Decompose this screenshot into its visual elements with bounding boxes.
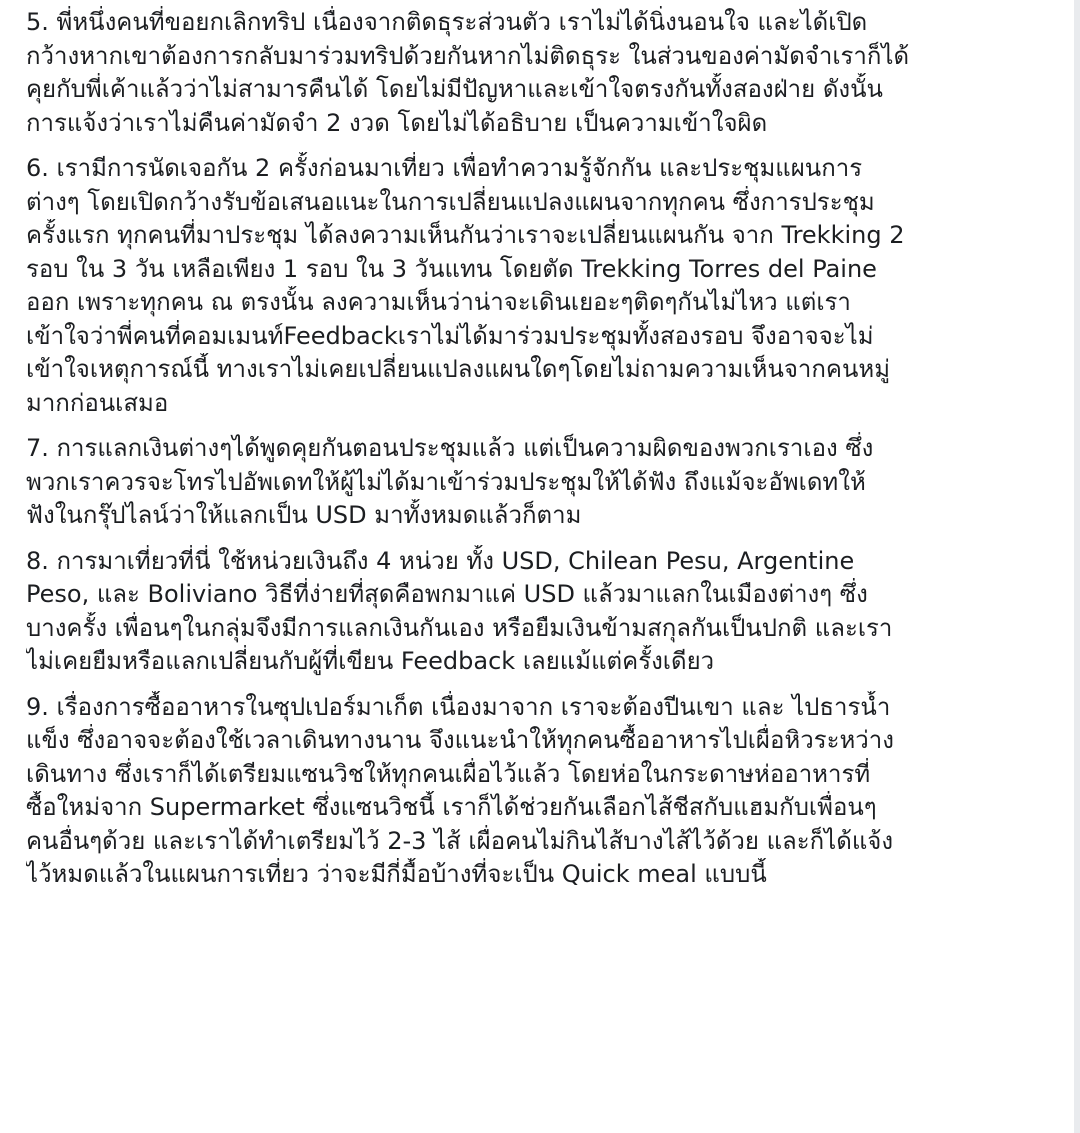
text-line: การแจ้งว่าเราไม่คืนค่ามัดจำ 2 งวด โดยไม่ได้อธิบาย เป็นความเข้าใจผิด — [26, 108, 768, 137]
text-line: พวกเราควรจะโทรไปอัพเดทให้ผู้ไม่ได้มาเข้าร่วมประชุมให้ได้ฟัง ถึงแม้จะอัพเดทให้ — [26, 467, 866, 496]
right-edge-divider — [1074, 0, 1080, 1133]
text-line: 6. เรามีการนัดเจอกัน 2 ครั้งก่อนมาเที่ยว เพื่อทำความรู้จักกัน และประชุมแผนการ — [26, 154, 863, 182]
text-line: บางครั้ง เพื่อนๆในกลุ่มจึงมีการแลกเงินกันเอง หรือยืมเงินข้ามสกุลกันเป็นปกติ และเรา — [26, 613, 893, 642]
text-line: Peso, และ Boliviano วิธีที่ง่ายที่สุดคือพกมาแค่ USD แล้วมาแลกในเมืองต่างๆ ซึ่ง — [26, 580, 868, 608]
paragraph-item-8 — [26, 545, 1060, 679]
paragraph-item-9 — [26, 691, 1060, 892]
text-line: กว้างหากเขาต้องการกลับมาร่วมทริปด้วยกันหากไม่ติดธุระ ในส่วนของค่ามัดจำเราก็ได้ — [26, 41, 910, 70]
text-line: ออก เพราะทุกคน ณ ตรงนั้น ลงความเห็นว่าน่าจะเดินเยอะๆติดๆกันไม่ไหว แต่เรา — [26, 288, 851, 316]
text-line: ซื้อใหม่จาก Supermarket ซึ่งแซนวิชนี้ เราก็ได้ช่วยกันเลือกไส้ชีสกับแฮมกับเพื่อนๆ — [26, 793, 877, 821]
text-line: มากก่อนเสมอ — [26, 388, 169, 417]
text-line: คุยกับพี่เค้าแล้วว่าไม่สามารคืนได้ โดยไม่มีปัญหาและเข้าใจตรงกันทั้งสองฝ่าย ดังนั้น — [26, 75, 883, 103]
text-line: รอบ ใน 3 วัน เหลือเพียง 1 รอบ ใน 3 วันแทน โดยตัด Trekking Torres del Paine — [26, 254, 877, 283]
text-line: เข้าใจเหตุการณ์นี้ ทางเราไม่เคยเปลี่ยนแปลงแผนใดๆโดยไม่ถามความเห็นจากคนหมู่ — [26, 355, 891, 383]
text-line: 8. การมาเที่ยวที่นี่ ใช้หน่วยเงินถึง 4 หน่วย ทั้ง USD, Chilean Pesu, Argentine — [26, 546, 855, 575]
text-line: 7. การแลกเงินต่างๆได้พูดคุยกันตอนประชุมแล้ว แต่เป็นความผิดของพวกเราเอง ซึ่ง — [26, 434, 874, 462]
paragraph-item-5 — [26, 6, 1060, 140]
text-line: คนอื่นๆด้วย และเราได้ทำเตรียมไว้ 2-3 ไส้ เผื่อคนไม่กินไส้บางไส้ไว้ด้วย และก็ได้แจ้ง — [26, 826, 894, 855]
text-line: แข็ง ซึ่งอาจจะต้องใช้เวลาเดินทางนาน จึงแนะนำให้ทุกคนซื้ออาหารไปเผื่อหิวระหว่าง — [26, 726, 894, 754]
paragraph-item-6 — [26, 152, 1060, 420]
text-line: 5. พี่หนึ่งคนที่ขอยกเลิกทริป เนื่องจากติดธุระส่วนตัว เราไม่ได้นิ่งนอนใจ และได้เปิด — [26, 8, 868, 36]
paragraph-item-7 — [26, 432, 1060, 533]
text-line: ไว้หมดแล้วในแผนการเที่ยว ว่าจะมีกี่มื้อบ้างที่จะเป็น Quick meal แบบนี้ — [26, 860, 767, 888]
text-line: ครั้งแรก ทุกคนที่มาประชุม ได้ลงความเห็นกันว่าเราจะเปลี่ยนแผนกัน จาก Trekking 2 — [26, 221, 905, 249]
text-line: เข้าใจว่าพี่คนที่คอมเมนท์Feedbackเราไม่ได้มาร่วมประชุมทั้งสองรอบ จึงอาจจะไม่ — [26, 321, 874, 350]
text-line: ฟังในกรุ๊ปไลน์ว่าให้แลกเป็น USD มาทั้งหมดแล้วก็ตาม — [26, 501, 582, 529]
text-line: 9. เรื่องการซื้ออาหารในซุปเปอร์มาเก็ต เนื่องมาจาก เราจะต้องปีนเขา และ ไปธารน้ำ — [26, 692, 891, 721]
text-line: ต่างๆ โดยเปิดกว้างรับข้อเสนอแนะในการเปลี่ยนแปลงแผนจากทุกคน ซึ่งการประชุม — [26, 187, 875, 216]
text-line: เดินทาง ซึ่งเราก็ได้เตรียมแซนวิชให้ทุกคนเผื่อไว้แล้ว โดยห่อในกระดาษห่ออาหารที่ — [26, 759, 871, 788]
text-line: ไม่เคยยืมหรือแลกเปลี่ยนกับผู้ที่เขียน Feedback เลยแม้แต่ครั้งเดียว — [26, 647, 715, 675]
